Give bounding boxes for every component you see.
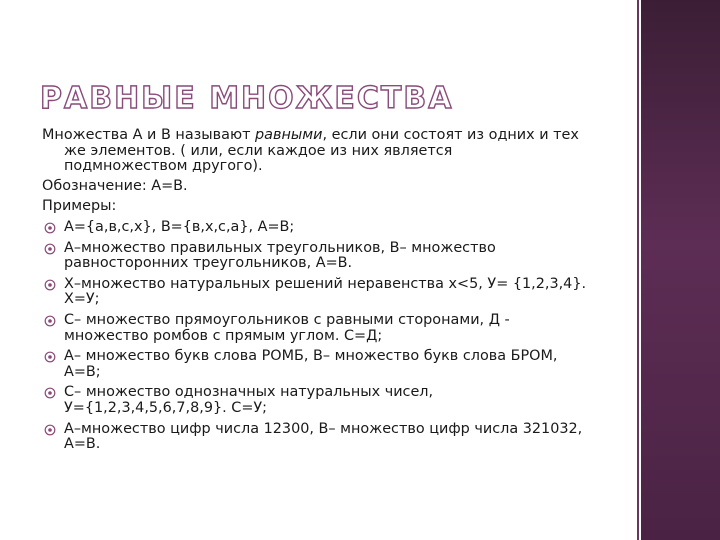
flower-bullet-icon: [44, 279, 56, 291]
flower-bullet-icon: [44, 351, 56, 363]
example-line: С– множество однозначных натуральных чисел,: [64, 384, 434, 401]
example-item: [42, 349, 627, 380]
example-line: Х–множество натуральных решений неравенства х<5, У= {1,2,3,4}.: [64, 275, 587, 292]
examples-label: Примеры:: [42, 198, 117, 215]
example-line: С– множество прямоугольников с равными сторонами, Д -: [64, 311, 510, 328]
definition-text-start: Множества А и В называют: [42, 127, 256, 143]
slide-content: [42, 128, 627, 458]
example-item: [42, 313, 627, 344]
example-line: А=В.: [64, 436, 101, 453]
definition-line-2: же элементов. ( или, если каждое из них является: [64, 142, 453, 159]
sidebar-divider: [637, 0, 639, 540]
example-line: А–множество цифр числа 12300, В– множество цифр числа 321032,: [64, 420, 583, 437]
definition-paragraph: [42, 128, 627, 175]
example-line: А– множество букв слова РОМБ, В– множество букв слова БРОМ,: [64, 348, 558, 365]
example-line: Х=У;: [64, 291, 100, 308]
flower-bullet-icon: [44, 424, 56, 436]
definition-emphasis: равными: [255, 127, 323, 143]
flower-bullet-icon: [44, 222, 56, 234]
definition-text-end: , если они состоят из одних и тех: [322, 127, 579, 143]
example-item: [42, 220, 627, 236]
example-line: У={1,2,3,4,5,6,7,8,9}. С=У;: [64, 399, 268, 416]
flower-bullet-icon: [44, 387, 56, 399]
example-line: А=В;: [64, 363, 101, 380]
example-item: [42, 241, 627, 272]
definition-line-3: подмножеством другого).: [64, 158, 263, 175]
example-line: множество ромбов с прямым углом. С=Д;: [64, 327, 383, 344]
slide-title: РАВНЫЕ МНОЖЕСТВА: [40, 81, 454, 116]
example-line: А–множество правильных треугольников, В– множество: [64, 239, 496, 256]
example-item: [42, 385, 627, 416]
flower-bullet-icon: [44, 315, 56, 327]
example-item: [42, 422, 627, 453]
flower-bullet-icon: [44, 243, 56, 255]
notation-text: Обозначение: А=В.: [42, 177, 188, 194]
example-line: равносторонних треугольников, А=В.: [64, 255, 353, 272]
example-line: А={а,в,с,х}, В={в,х,с,а}, А=В;: [64, 218, 295, 235]
decorative-sidebar: [641, 0, 720, 540]
examples-list: [42, 220, 627, 453]
example-item: [42, 277, 627, 308]
